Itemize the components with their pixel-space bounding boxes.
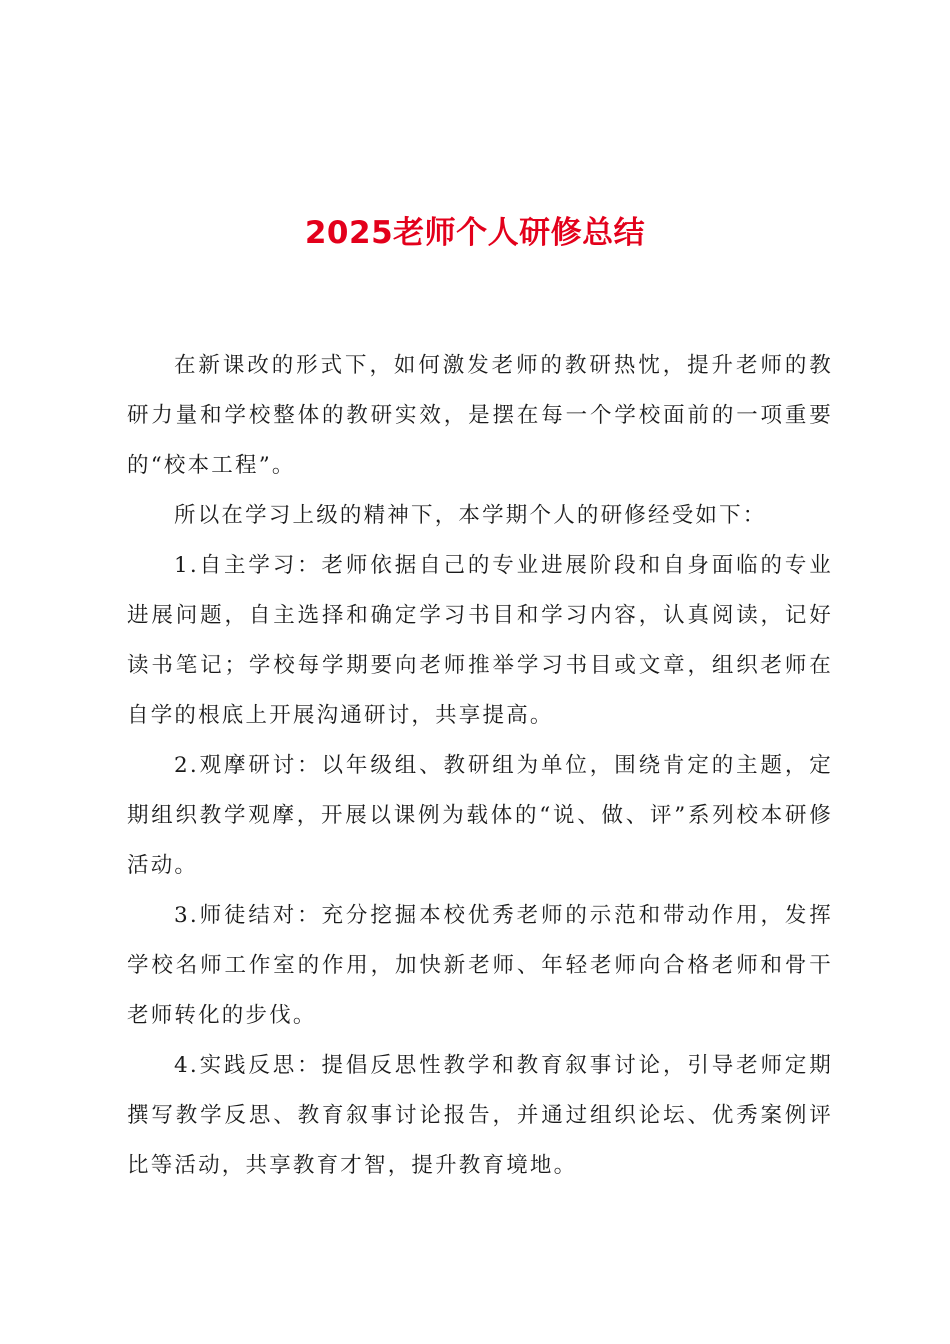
paragraph-intro: 在新课改的形式下，如何激发老师的教研热忱，提升老师的教研力量和学校整体的教研实效，是摆在每一个学校面前的一项重要的“校本工程”。 bbox=[127, 353, 833, 478]
paragraph-observation: 2.观摩研讨：以年级组、教研组为单位，围绕肯定的主题，定期组织教学观摩，开展以课例为载体的“说、做、评”系列校本研修活动。 bbox=[127, 753, 833, 878]
document-body bbox=[127, 341, 833, 1191]
paragraph-summary-lead: 所以在学习上级的精神下，本学期个人的研修经受如下： bbox=[174, 503, 767, 528]
paragraph-self-study: 1.自主学习：老师依据自己的专业进展阶段和自身面临的专业进展问题，自主选择和确定学习书目和学习内容，认真阅读，记好读书笔记；学校每学期要向老师推举学习书目或文章，组织老师在自学的根底上开展沟通研讨，共享提高。 bbox=[127, 553, 833, 728]
document-title: 2025老师个人研修总结 bbox=[304, 215, 646, 251]
paragraph-reflection: 4.实践反思：提倡反思性教学和教育叙事讨论，引导老师定期撰写教学反思、教育叙事讨论报告，并通过组织论坛、优秀案例评比等活动，共享教育才智，提升教育境地。 bbox=[127, 1053, 833, 1178]
paragraph-mentorship: 3.师徒结对：充分挖掘本校优秀老师的示范和带动作用，发挥学校名师工作室的作用，加快新老师、年轻老师向合格老师和骨干老师转化的步伐。 bbox=[127, 903, 833, 1028]
